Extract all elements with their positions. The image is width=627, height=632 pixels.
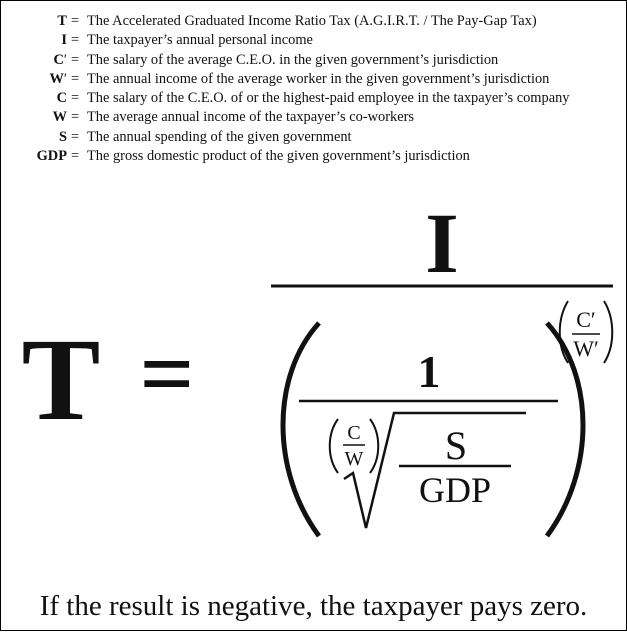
formula-numerator-i: I [425, 195, 459, 291]
definition-symbol: C′ [53, 51, 67, 68]
definition-description: The gross domestic product of the given government’s jurisdiction [87, 148, 470, 165]
footer-note: If the result is negative, the taxpayer pays zero. [39, 590, 588, 622]
definition-symbol: T [57, 13, 67, 29]
big-left-parenthesis [283, 323, 319, 536]
definition-symbol: W [52, 109, 67, 126]
definition-description: The salary of the average C.E.O. in the given government’s jurisdiction [87, 51, 499, 68]
root-index-denominator: W [344, 448, 364, 470]
definition-equals: = [71, 90, 80, 107]
definition-equals: = [71, 148, 80, 165]
definition-symbol: GDP [36, 148, 67, 165]
definition-symbol: W′ [49, 70, 67, 87]
definition-symbol: C [56, 90, 67, 107]
definition-symbol: I [61, 32, 67, 49]
formula-equals-sign: = [139, 320, 195, 427]
root-index-numerator: C [347, 422, 361, 444]
exponent-right-parenthesis [604, 301, 612, 363]
radicand-numerator: S [444, 423, 468, 468]
definition-description: The annual spending of the given government [87, 128, 352, 145]
definition-description: The salary of the C.E.O. of or the highest-paid employee in the taxpayer’s company [87, 90, 570, 107]
radicand-denominator: GDP [418, 470, 492, 510]
index-left-parenthesis [330, 419, 338, 473]
definition-description: The annual income of the average worker in the given government’s jurisdiction [87, 70, 550, 87]
exponent-numerator: C′ [576, 307, 596, 332]
exponent-denominator: W′ [573, 336, 599, 361]
definition-equals: = [71, 109, 80, 126]
definition-description: The taxpayer’s annual personal income [87, 32, 313, 49]
formula-lhs-t: T [21, 314, 101, 445]
definition-description: The Accelerated Graduated Income Ratio Tax (A.G.I.R.T. / The Pay-Gap Tax) [87, 13, 537, 29]
definition-description: The average annual income of the taxpayer’s co-workers [87, 109, 414, 126]
index-right-parenthesis [370, 419, 378, 473]
definition-equals: = [71, 13, 80, 29]
formula-graphic [1, 1, 627, 632]
definition-equals: = [71, 51, 80, 68]
definition-symbol: S [58, 128, 67, 145]
inner-numerator-one: 1 [417, 346, 441, 397]
definition-equals: = [71, 32, 80, 49]
definition-equals: = [71, 70, 80, 87]
definition-equals: = [71, 128, 80, 145]
